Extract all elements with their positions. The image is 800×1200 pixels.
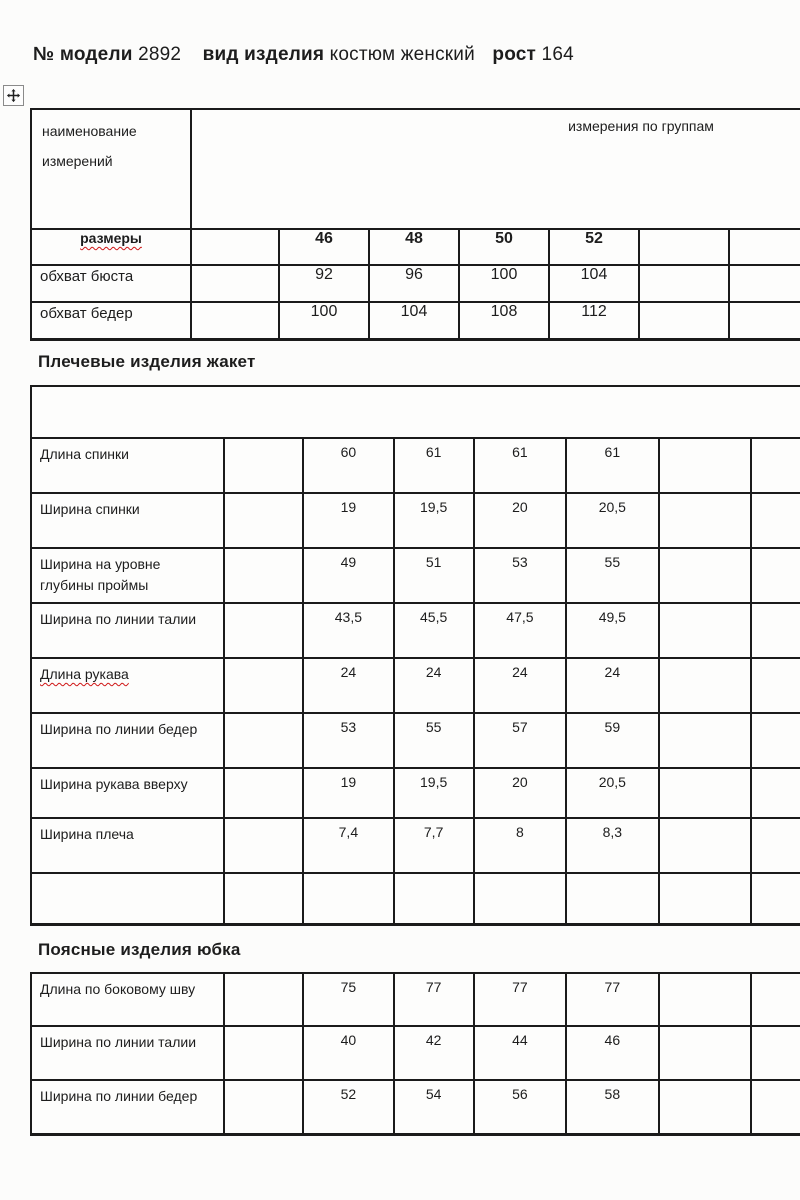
value-cell: 43,5	[303, 603, 393, 658]
table-row	[31, 768, 800, 818]
value-cell: 53	[303, 713, 393, 768]
model-label: № модели	[33, 44, 133, 65]
row-label: Длина по боковому шву	[31, 973, 224, 1026]
table-row	[31, 438, 800, 493]
sizes-table	[30, 108, 800, 341]
value-cell: 104	[549, 265, 639, 302]
group-measure-header: измерения по группам	[191, 109, 800, 229]
empty-cell	[659, 713, 751, 768]
table-header-row	[31, 109, 800, 229]
empty-cell	[659, 658, 751, 713]
value-cell: 24	[474, 658, 566, 713]
empty-cell	[751, 438, 800, 493]
row-label: Ширина по линии талии	[31, 1026, 224, 1080]
value-cell: 40	[303, 1026, 393, 1080]
value-cell	[303, 873, 393, 924]
size-46: 46	[279, 229, 369, 265]
empty-cell	[639, 302, 729, 339]
value-cell: 20,5	[566, 768, 658, 818]
skirt-section-heading: Поясные изделия юбка	[38, 940, 241, 959]
row-label: Ширина по линии талии	[31, 603, 224, 658]
value-cell: 60	[303, 438, 393, 493]
empty-cell	[751, 818, 800, 873]
table-row	[31, 1026, 800, 1080]
value-cell	[566, 873, 658, 924]
table-row	[31, 818, 800, 873]
empty-cell	[729, 265, 800, 302]
empty-cell	[224, 818, 303, 873]
sizes-row	[31, 229, 800, 265]
girth-rows	[31, 265, 800, 339]
empty-cell	[191, 302, 279, 339]
model-number: 2892	[138, 44, 182, 65]
value-cell: 112	[549, 302, 639, 339]
empty-merged-cell	[31, 386, 800, 438]
row-label: Ширина плеча	[31, 818, 224, 873]
empty-cell	[659, 873, 751, 924]
table-row	[31, 873, 800, 924]
value-cell: 53	[474, 548, 566, 603]
empty-cell	[191, 265, 279, 302]
jacket-table-clip	[30, 385, 800, 926]
empty-cell	[659, 438, 751, 493]
jacket-table	[30, 385, 800, 926]
empty-cell	[224, 603, 303, 658]
value-cell: 42	[394, 1026, 474, 1080]
value-cell: 108	[459, 302, 549, 339]
value-cell: 54	[394, 1080, 474, 1134]
empty-cell	[224, 493, 303, 548]
value-cell: 55	[394, 713, 474, 768]
skirt-rows	[31, 973, 800, 1134]
value-cell	[394, 873, 474, 924]
table-row	[31, 265, 800, 302]
document-title	[33, 44, 574, 66]
value-cell: 55	[566, 548, 658, 603]
empty-cell	[224, 713, 303, 768]
value-cell: 100	[459, 265, 549, 302]
size-50: 50	[459, 229, 549, 265]
value-cell: 77	[474, 973, 566, 1026]
row-label: обхват бедер	[31, 302, 191, 339]
table-row	[31, 603, 800, 658]
value-cell: 19	[303, 493, 393, 548]
value-cell: 100	[279, 302, 369, 339]
empty-cell	[224, 438, 303, 493]
empty-cell	[751, 873, 800, 924]
empty-cell	[659, 493, 751, 548]
value-cell: 61	[566, 438, 658, 493]
value-cell: 56	[474, 1080, 566, 1134]
value-cell: 96	[369, 265, 459, 302]
value-cell: 20,5	[566, 493, 658, 548]
value-cell: 52	[303, 1080, 393, 1134]
empty-cell	[751, 1026, 800, 1080]
value-cell	[474, 873, 566, 924]
row-label: Ширина по линии бедер	[31, 1080, 224, 1134]
value-cell: 61	[474, 438, 566, 493]
value-cell: 19,5	[394, 493, 474, 548]
value-cell: 19	[303, 768, 393, 818]
value-cell: 58	[566, 1080, 658, 1134]
value-cell: 19,5	[394, 768, 474, 818]
table-row	[31, 713, 800, 768]
jacket-section-heading: Плечевые изделия жакет	[38, 352, 256, 371]
empty-cell	[751, 1080, 800, 1134]
value-cell: 7,4	[303, 818, 393, 873]
value-cell: 24	[566, 658, 658, 713]
empty-cell	[751, 603, 800, 658]
empty-cell	[224, 548, 303, 603]
empty-cell	[224, 658, 303, 713]
height-value: 164	[541, 44, 574, 65]
empty-cell	[224, 768, 303, 818]
row-label: Ширина рукава вверху	[31, 768, 224, 818]
value-cell: 20	[474, 768, 566, 818]
value-cell: 24	[394, 658, 474, 713]
value-cell: 104	[369, 302, 459, 339]
product-type-label: вид изделия	[202, 44, 325, 65]
table-row	[31, 973, 800, 1026]
empty-cell	[729, 302, 800, 339]
move-cross-icon	[6, 88, 21, 103]
empty-cell	[659, 1080, 751, 1134]
empty-cell	[751, 493, 800, 548]
sizes-table-clip	[30, 108, 800, 341]
product-type-value: костюм женский	[329, 44, 475, 65]
sizes-row-label: размеры	[80, 230, 142, 246]
value-cell: 49,5	[566, 603, 658, 658]
empty-cell	[751, 768, 800, 818]
value-cell: 45,5	[394, 603, 474, 658]
empty-cell	[224, 1026, 303, 1080]
value-cell: 59	[566, 713, 658, 768]
skirt-table	[30, 972, 800, 1136]
empty-cell	[659, 973, 751, 1026]
height-label: рост	[492, 44, 537, 65]
row-label: Ширина на уровне глубины проймы	[31, 548, 224, 603]
empty-cell	[659, 603, 751, 658]
empty-cell	[729, 229, 800, 265]
empty-cell	[751, 713, 800, 768]
value-cell: 77	[394, 973, 474, 1026]
table-row	[31, 1080, 800, 1134]
value-cell: 61	[394, 438, 474, 493]
value-cell: 92	[279, 265, 369, 302]
table-row	[31, 302, 800, 339]
value-cell: 49	[303, 548, 393, 603]
empty-cell	[659, 768, 751, 818]
value-cell: 47,5	[474, 603, 566, 658]
table-row	[31, 493, 800, 548]
empty-cell	[639, 229, 729, 265]
value-cell: 46	[566, 1026, 658, 1080]
empty-cell	[191, 229, 279, 265]
empty-cell	[224, 873, 303, 924]
value-cell: 75	[303, 973, 393, 1026]
row-label: Длина спинки	[31, 438, 224, 493]
value-cell: 24	[303, 658, 393, 713]
row-label	[31, 873, 224, 924]
value-cell: 8,3	[566, 818, 658, 873]
table-row	[31, 658, 800, 713]
row-label: обхват бюста	[31, 265, 191, 302]
empty-cell	[224, 1080, 303, 1134]
empty-cell	[751, 658, 800, 713]
size-52: 52	[549, 229, 639, 265]
value-cell: 20	[474, 493, 566, 548]
row-label: Длина рукава	[31, 658, 224, 713]
value-cell: 7,7	[394, 818, 474, 873]
empty-cell	[639, 265, 729, 302]
empty-cell	[659, 1026, 751, 1080]
value-cell: 44	[474, 1026, 566, 1080]
row-label: Ширина по линии бедер	[31, 713, 224, 768]
row-label: Ширина спинки	[31, 493, 224, 548]
empty-cell	[751, 548, 800, 603]
jacket-empty-top-row	[31, 386, 800, 438]
empty-cell	[659, 818, 751, 873]
value-cell: 77	[566, 973, 658, 1026]
value-cell: 51	[394, 548, 474, 603]
size-48: 48	[369, 229, 459, 265]
jacket-rows	[31, 438, 800, 924]
measure-name-header: наименование измерений	[31, 109, 191, 229]
value-cell: 8	[474, 818, 566, 873]
empty-cell	[751, 973, 800, 1026]
empty-cell	[659, 548, 751, 603]
table-row	[31, 548, 800, 603]
value-cell: 57	[474, 713, 566, 768]
empty-cell	[224, 973, 303, 1026]
skirt-table-clip	[30, 972, 800, 1136]
table-move-handle[interactable]	[3, 85, 24, 106]
